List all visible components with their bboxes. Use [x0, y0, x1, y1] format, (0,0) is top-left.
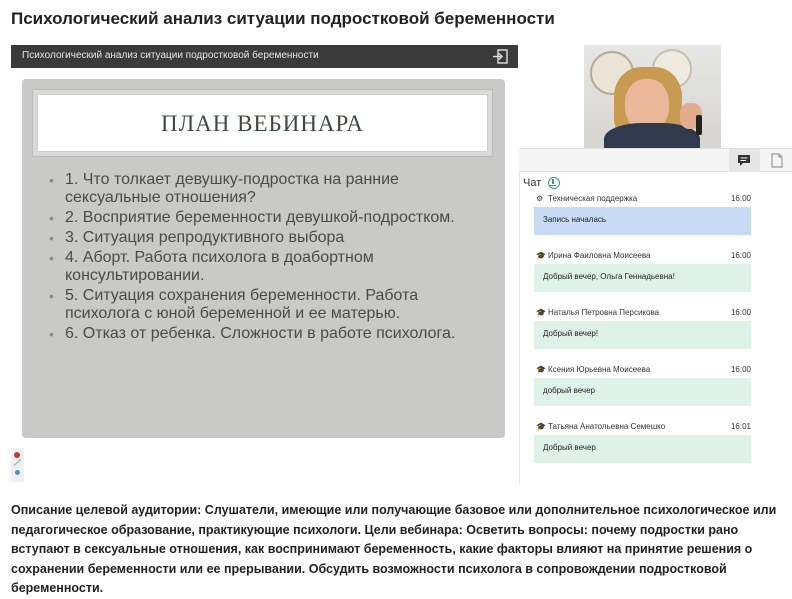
message-text: Добрый вечер: [534, 435, 751, 463]
chat-bubble-icon: [737, 154, 751, 167]
message-text: Запись началась: [534, 207, 751, 235]
message-time: 16:00: [730, 365, 751, 374]
message-text: Добрый вечер, Ольга Геннадьевна!: [534, 264, 751, 292]
message-author: Наталья Петровна Персикова: [548, 308, 660, 317]
chat-status-icon: [548, 177, 560, 189]
slide-agenda-item: • 4. Аборт. Работа психолога в доабортном консультировании.: [44, 249, 484, 285]
slide: [22, 79, 505, 438]
chat-message: [534, 193, 751, 235]
graduation-cap-icon: 🎓: [536, 251, 546, 260]
presentation-area: [11, 68, 518, 454]
chat-tabs: [519, 148, 792, 172]
slide-title: ПЛАН ВЕБИНАРА: [160, 111, 365, 136]
chat-message: [534, 307, 751, 349]
graduation-cap-icon: 🎓: [536, 365, 546, 374]
slide-agenda-list: [44, 171, 484, 345]
slide-agenda-item: • 2. Восприятие беременности девушкой-подростком.: [44, 209, 484, 227]
slide-agenda-item: • 6. Отказ от ребенка. Сложности в работе психолога.: [44, 325, 484, 343]
message-time: 16:00: [730, 308, 751, 317]
presentation-title: Психологический анализ ситуации подростковой беременности: [22, 50, 319, 61]
exit-icon[interactable]: [492, 48, 509, 65]
webinar-description: Описание целевой аудитории: Слушатели, имеющие или получающие базовое или дополнительное психологическое или педагогическое образование, практикующие психологи. Цели вебинара: Осветить вопросы: почему подростки рано вступают в сексуальные отношения, как воспринимают беременность, какие факторы влияют на принятие решения о сохранении беременности или ее прерывании. Обсудить возможности психолога в сопровождении подростковой беременности.: [11, 503, 777, 596]
message-time: 16:00: [730, 194, 751, 203]
message-author: Ксения Юрьевна Моисеева: [548, 365, 651, 374]
message-author: Техническая поддержка: [548, 194, 638, 203]
slide-title-frame: [32, 89, 493, 157]
graduation-cap-icon: 🎓: [536, 422, 546, 431]
message-time: 16:01: [730, 422, 751, 431]
presentation-header: [11, 45, 518, 68]
message-text: добрый вечер: [534, 378, 751, 406]
message-text: Добрый вечер!: [534, 321, 751, 349]
message-author: Ирина Фаиловна Моисеева: [548, 251, 651, 260]
slide-agenda-item: • 3. Ситуация репродуктивного выбора: [44, 229, 484, 247]
presentation-tools-icon[interactable]: [11, 448, 24, 482]
chat-message: [534, 421, 751, 463]
chat-message: [534, 250, 751, 292]
tab-documents[interactable]: [762, 149, 792, 172]
speaker-video: [584, 45, 721, 148]
chat-message: [534, 364, 751, 406]
tab-chat[interactable]: [729, 149, 760, 172]
chat-heading: Чат: [523, 177, 542, 189]
message-author: Татьяна Анатольевна Семешко: [548, 422, 666, 431]
chat-panel: [519, 172, 792, 484]
gear-icon: ⚙: [536, 194, 544, 203]
slide-agenda-item: • 1. Что толкает девушку-подростка на ранние сексуальные отношения?: [44, 171, 484, 207]
document-icon: [771, 153, 783, 168]
page-title: Психологический анализ ситуации подростковой беременности: [11, 9, 555, 28]
message-time: 16:00: [730, 251, 751, 260]
graduation-cap-icon: 🎓: [536, 308, 546, 317]
slide-agenda-item: • 5. Ситуация сохранения беременности. Работа психолога с юной беременной и ее матерью.: [44, 287, 484, 323]
